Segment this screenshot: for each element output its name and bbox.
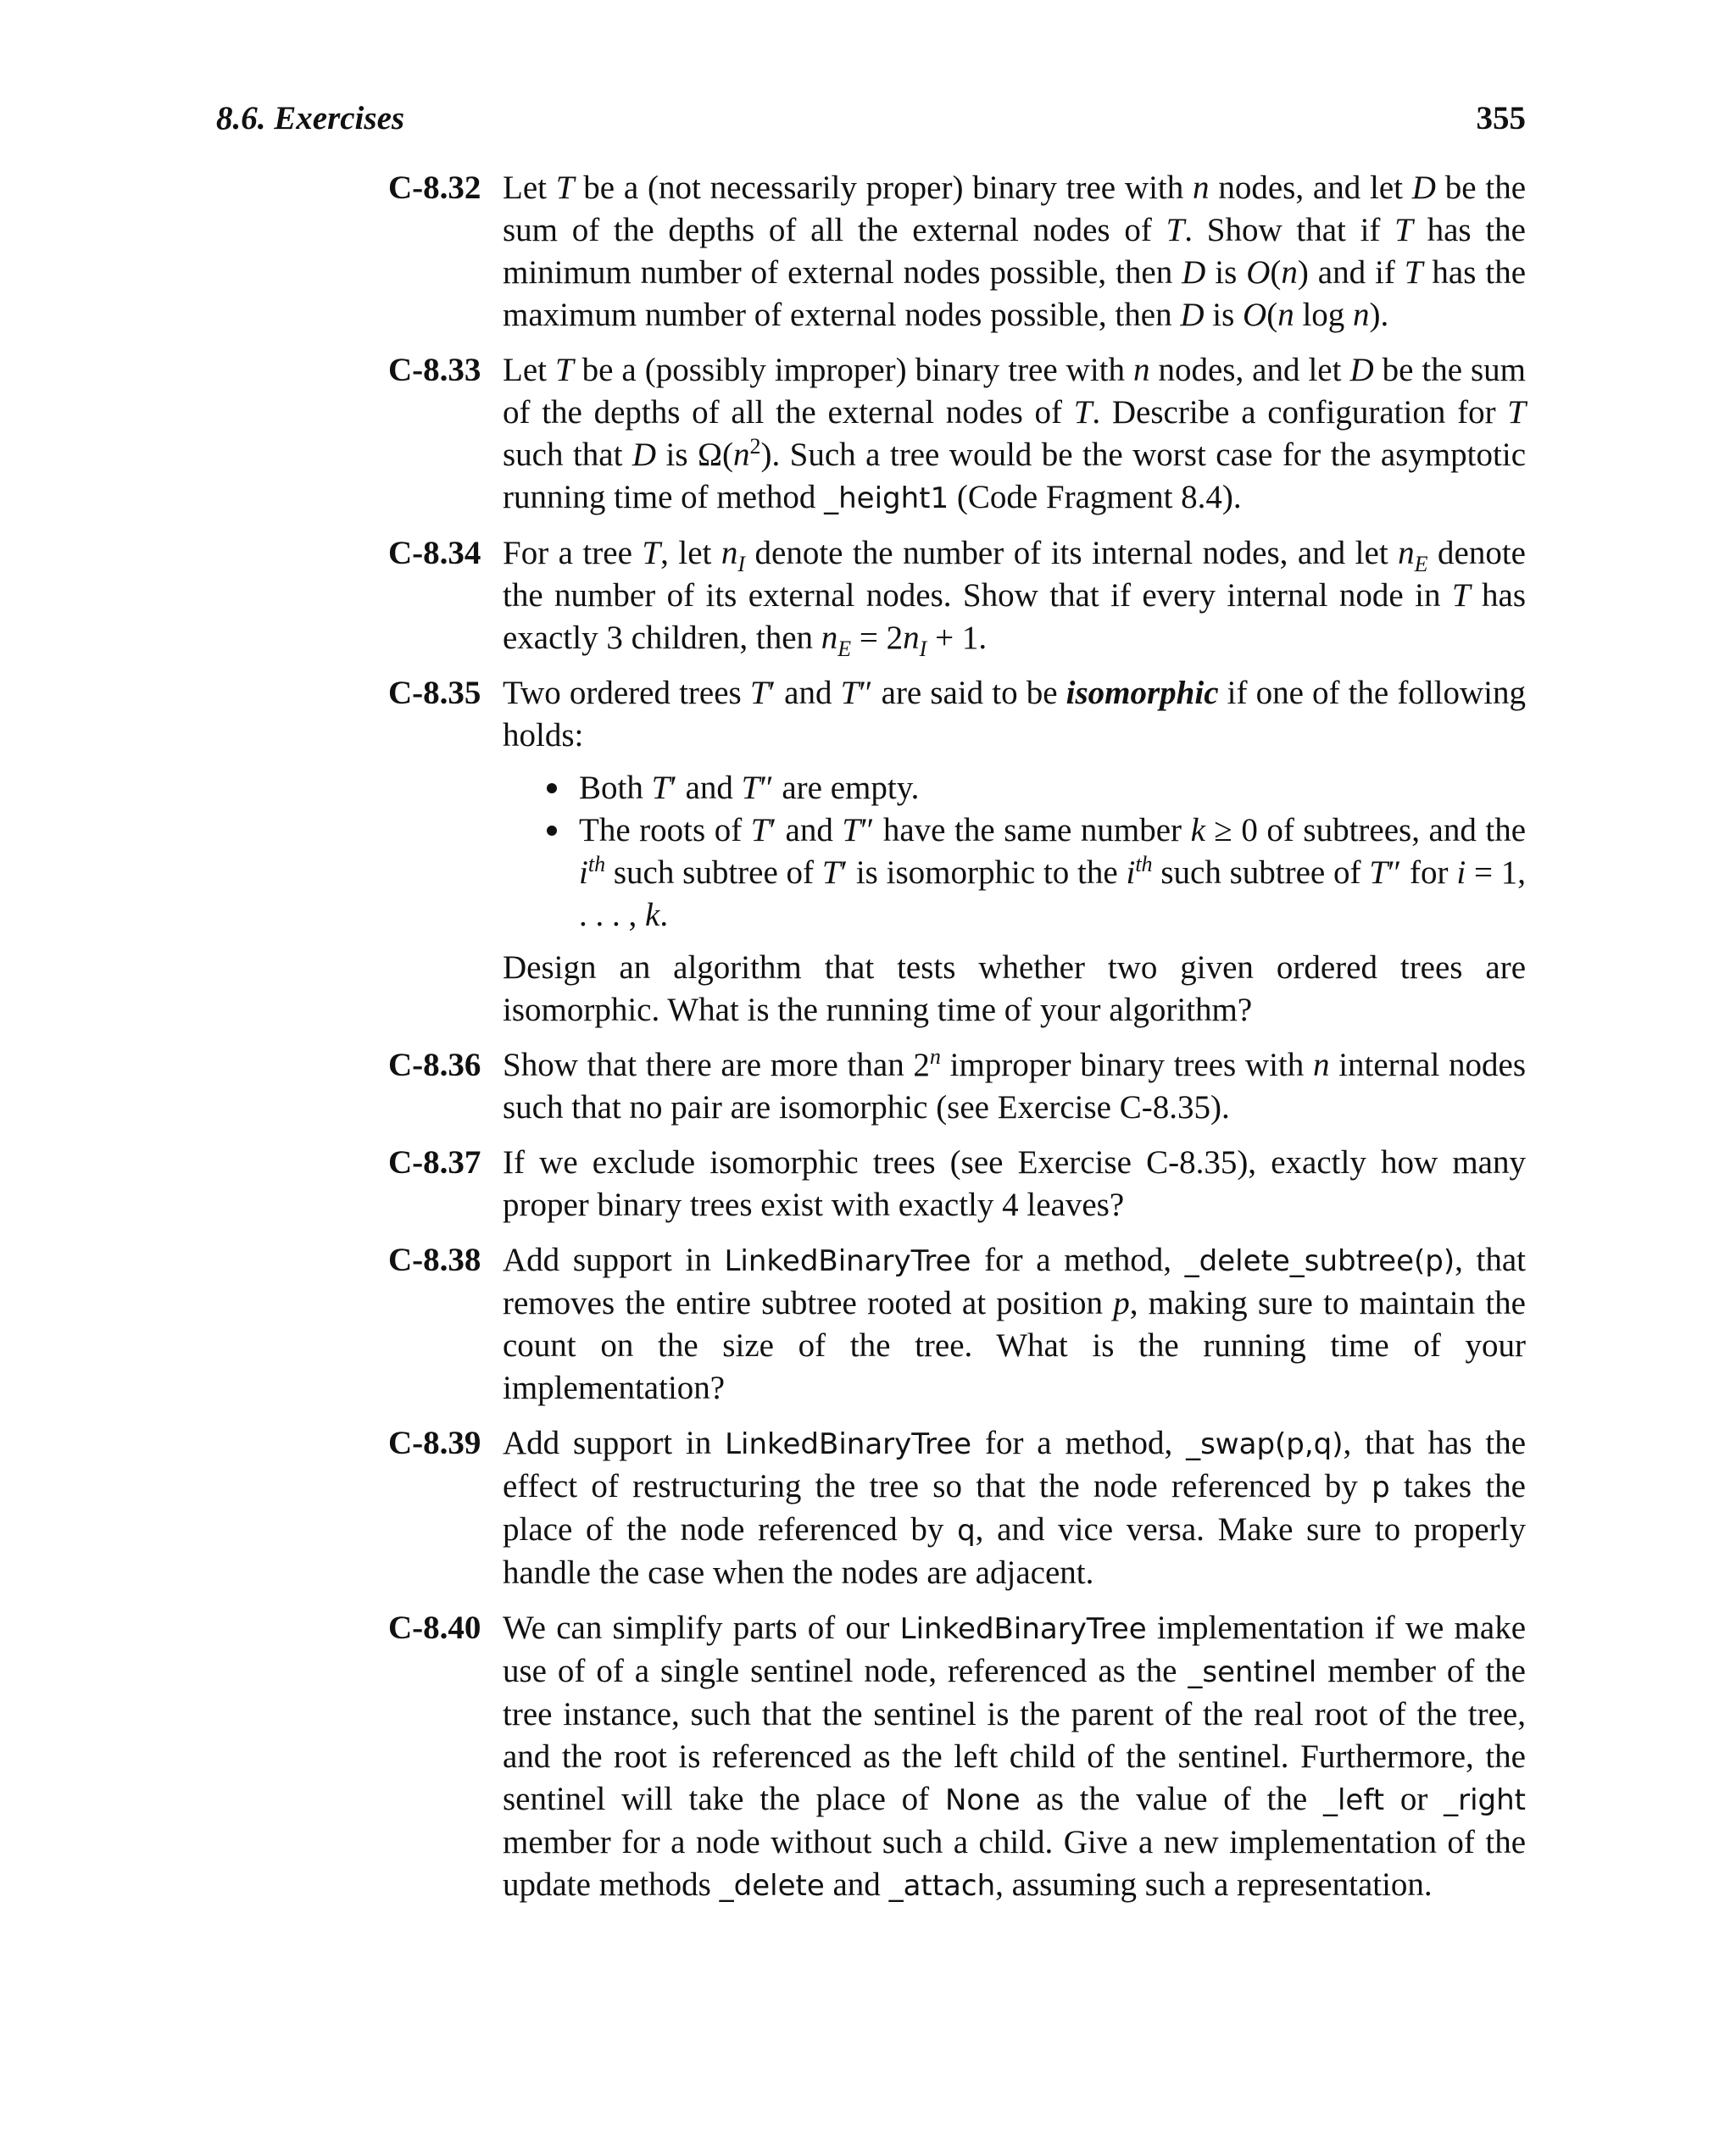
code-identifier: p [1372, 1471, 1390, 1504]
exercise-text: If we exclude isomorphic trees (see Exercise C-8.35), exactly how many proper binary trees exist with exactly 4 leaves? [503, 1144, 1526, 1223]
exercise-label: C-8.35 [388, 675, 481, 711]
exercise-text: Add support in LinkedBinaryTree for a method, _swap(p,q), that has the effect of restructuring the tree so that the node referenced by p takes the place of the node referenced by q, and vice versa. Make sure to properly handle the case when the nodes are adjacent. [503, 1425, 1527, 1591]
exercise-label: C-8.33 [388, 352, 481, 388]
emphasis-term: isomorphic [1066, 675, 1219, 711]
exercise-text: Let T be a (not necessarily proper) binary tree with n nodes, and let D be the sum of the depths of all the external nodes of T. Show that if T has the minimum number of external nodes possible, then D is O(n) and if T has the maximum number of external nodes possible, then D is O(n log n). [503, 170, 1527, 333]
list-item: The roots of T′ and T″ have the same number k ≥ 0 of subtrees, and the $i^{th}$ such subtree of T′ is isomorphic to the $i^{th}$ such subtree of T″ for i = 1, . . . , k. [503, 809, 1526, 937]
exercise-text: For a tree T, let $n_I$ denote the number of its internal nodes, and let $n_E$ denote the number of its external nodes. Show that if every internal node in T has exactly 3 children, then $n_E = 2n_I + 1$. [503, 535, 1526, 661]
exercise-list [390, 167, 1526, 1920]
page-number: 355 [1476, 100, 1526, 136]
condition-list [503, 767, 1526, 937]
exercise-task: Design an algorithm that tests whether two given ordered trees are isomorphic. What is the running time of your algorithm? [503, 949, 1526, 1028]
exercise-label: C-8.38 [388, 1242, 481, 1278]
list-item: Both T′ and T″ are empty. [503, 767, 1526, 809]
exercise-text: Let T be a (possibly improper) binary tree with n nodes, and let D be the sum of the depths of all the external nodes of T. Describe a configuration for T such that D is $\Omega(n^2)$. Such a tree would be the worst case for the asymptotic running time of method _height1 (Code Fragment 8.4). [503, 352, 1527, 515]
page-header [216, 97, 1526, 148]
code-identifier: None [944, 1783, 1021, 1817]
bullet-icon [547, 783, 557, 793]
bullet-icon [547, 826, 557, 836]
exercise-c-8-39 [390, 1422, 1526, 1594]
code-identifier: _height1 [824, 481, 949, 515]
code-identifier: LinkedBinaryTree [899, 1612, 1147, 1646]
exercise-c-8-35 [390, 672, 1526, 1032]
exercise-text: We can simplify parts of our LinkedBinaryTree implementation if we make use of of a single sentinel node, referenced as the _sentinel member of the tree instance, such that the sentinel is the parent of the real root of the tree, and the root is referenced as the left child of the sentinel. Furthermore, the sentinel will take the place of None as the value of the _left or _right member for a node without such a child. Give a new implementation of the update methods _delete and _attach, assuming such a representation. [503, 1610, 1526, 1903]
exercise-c-8-40 [390, 1607, 1526, 1907]
exercise-c-8-33 [390, 349, 1526, 520]
code-identifier: LinkedBinaryTree [724, 1244, 971, 1278]
exercise-c-8-37 [390, 1142, 1526, 1226]
exercise-text: Show that there are more than 2$^n$ improper binary trees with n internal nodes such that no pair are isomorphic (see Exercise C-8.35). [503, 1044, 1526, 1126]
code-identifier: LinkedBinaryTree [725, 1427, 972, 1461]
exercise-c-8-34 [390, 532, 1526, 659]
code-identifier: _delete [719, 1869, 825, 1903]
code-identifier: q [957, 1514, 976, 1548]
exercise-label: C-8.36 [388, 1047, 481, 1083]
exercise-label: C-8.37 [388, 1144, 481, 1181]
code-identifier: _swap(p,q) [1186, 1427, 1344, 1461]
exercise-label: C-8.40 [388, 1610, 481, 1646]
exercise-label: C-8.39 [388, 1425, 481, 1461]
exercise-c-8-32 [390, 167, 1526, 336]
exercise-text: Two ordered trees T′ and T″ are said to be isomorphic if one of the following holds: Both T′ and T″ are empty. The roots of T′ and T″ have the same number k ≥ 0 of subtrees, and the $i^{th}$ such subtree of T′ is isomorphic to the $i^{th}$ such subtree of T″ for i = 1, . . . , k. Design an algorithm that tests whether two given ordered trees are isomorphic. What is the running time of your algorithm? [503, 672, 1526, 1032]
exercise-text: Add support in LinkedBinaryTree for a method, _delete_subtree(p), that removes the entire subtree rooted at position p, making sure to maintain the count on the size of the tree. What is the running time of your implementation? [503, 1242, 1527, 1406]
code-identifier: _right [1444, 1783, 1526, 1817]
exercise-label: C-8.34 [388, 535, 481, 571]
exercise-c-8-38 [390, 1239, 1526, 1410]
code-identifier: _attach [888, 1869, 996, 1903]
code-identifier: _delete_subtree(p) [1184, 1244, 1455, 1278]
section-title: 8.6. Exercises [216, 100, 405, 136]
code-identifier: _sentinel [1188, 1655, 1317, 1689]
exercise-label: C-8.32 [388, 170, 481, 206]
code-identifier: _left [1322, 1783, 1385, 1817]
exercise-c-8-36 [390, 1044, 1526, 1129]
